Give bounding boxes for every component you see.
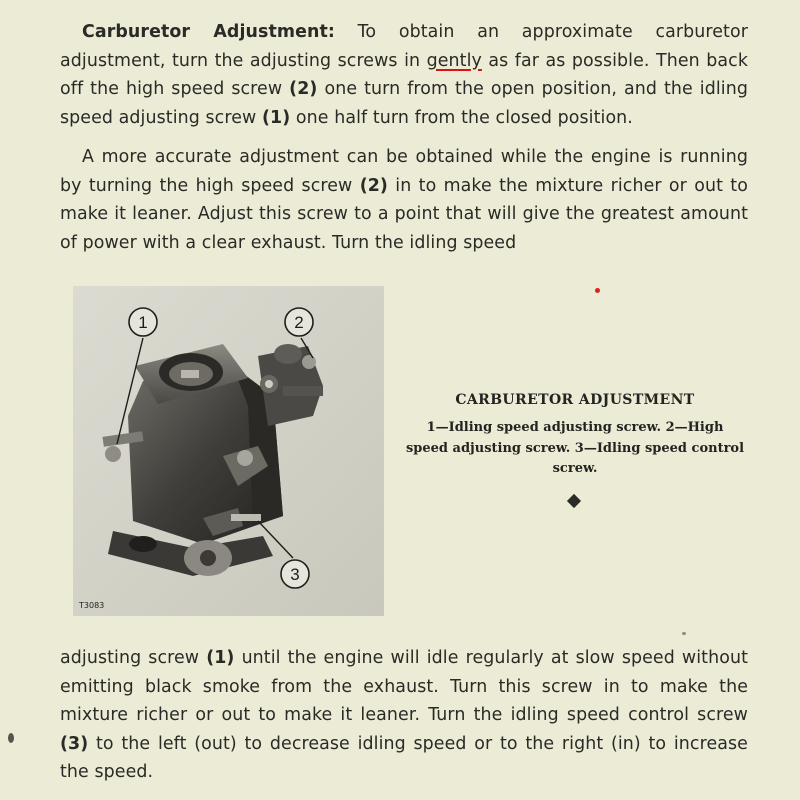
callout-3-label: 3	[290, 565, 300, 584]
paragraph1-text-c: one turn from the open position, and the idling speed adjusting screw	[60, 79, 749, 128]
paragraph-carburetor-adjustment	[60, 18, 748, 132]
carburetor-illustration	[73, 286, 384, 616]
screw-ref: (2)	[359, 175, 388, 196]
paper-speck	[8, 733, 14, 743]
diamond-ornament	[567, 494, 581, 508]
underlined-word: gently	[426, 50, 482, 71]
caption-text: 1—Idling speed adjusting screw. 2—High speed adjusting screw. 3—Idling speed control screw.	[405, 420, 745, 476]
paper-speck	[682, 632, 686, 635]
paragraph1-text-a: To obtain an approximate carburetor adjustment, turn the adjusting screws in	[60, 22, 748, 71]
paragraph1-text-b: as far as possible. Then back off the high speed screw	[60, 50, 748, 100]
red-mark	[595, 288, 600, 293]
screw-ref: (3)	[60, 733, 89, 754]
screw-ref: (1)	[261, 107, 291, 128]
figure-caption	[405, 392, 745, 480]
paragraph2-text-b: in to make the mixture richer or out to make it leaner. Adjust this screw to a point that will give the greatest amount of power with a clear exhaust. Turn the idling speed	[60, 175, 748, 253]
paragraph3-text-b: until the engine will idle regularly at slow speed without emitting black smoke from the exhaust. Turn this screw in to make the mixture richer or out to make it leaner. Turn the idling speed control screw	[60, 648, 748, 726]
section-heading: Carburetor Adjustment:	[82, 22, 335, 42]
carburetor-photo	[73, 286, 384, 616]
paragraph-idling-adjustment	[60, 644, 748, 787]
paragraph-accurate-adjustment	[60, 143, 748, 257]
callout-1-label: 1	[138, 313, 148, 332]
screw-ref: (2)	[289, 79, 318, 100]
callout-2-label: 2	[294, 313, 304, 332]
screw-ref: (1)	[206, 648, 235, 668]
paragraph2-text-a: A more accurate adjustment can be obtained while the engine is running by turning the high speed screw	[60, 147, 748, 196]
caption-title: CARBURETOR ADJUSTMENT	[455, 392, 695, 408]
paragraph1-text-d: one half turn from the closed position.	[295, 107, 633, 128]
paragraph3-text-c: to the left (out) to decrease idling speed or to the right (in) to increase the speed.	[60, 733, 748, 783]
photo-code: T3083	[79, 601, 105, 610]
paragraph3-text-a: adjusting screw	[60, 648, 200, 668]
